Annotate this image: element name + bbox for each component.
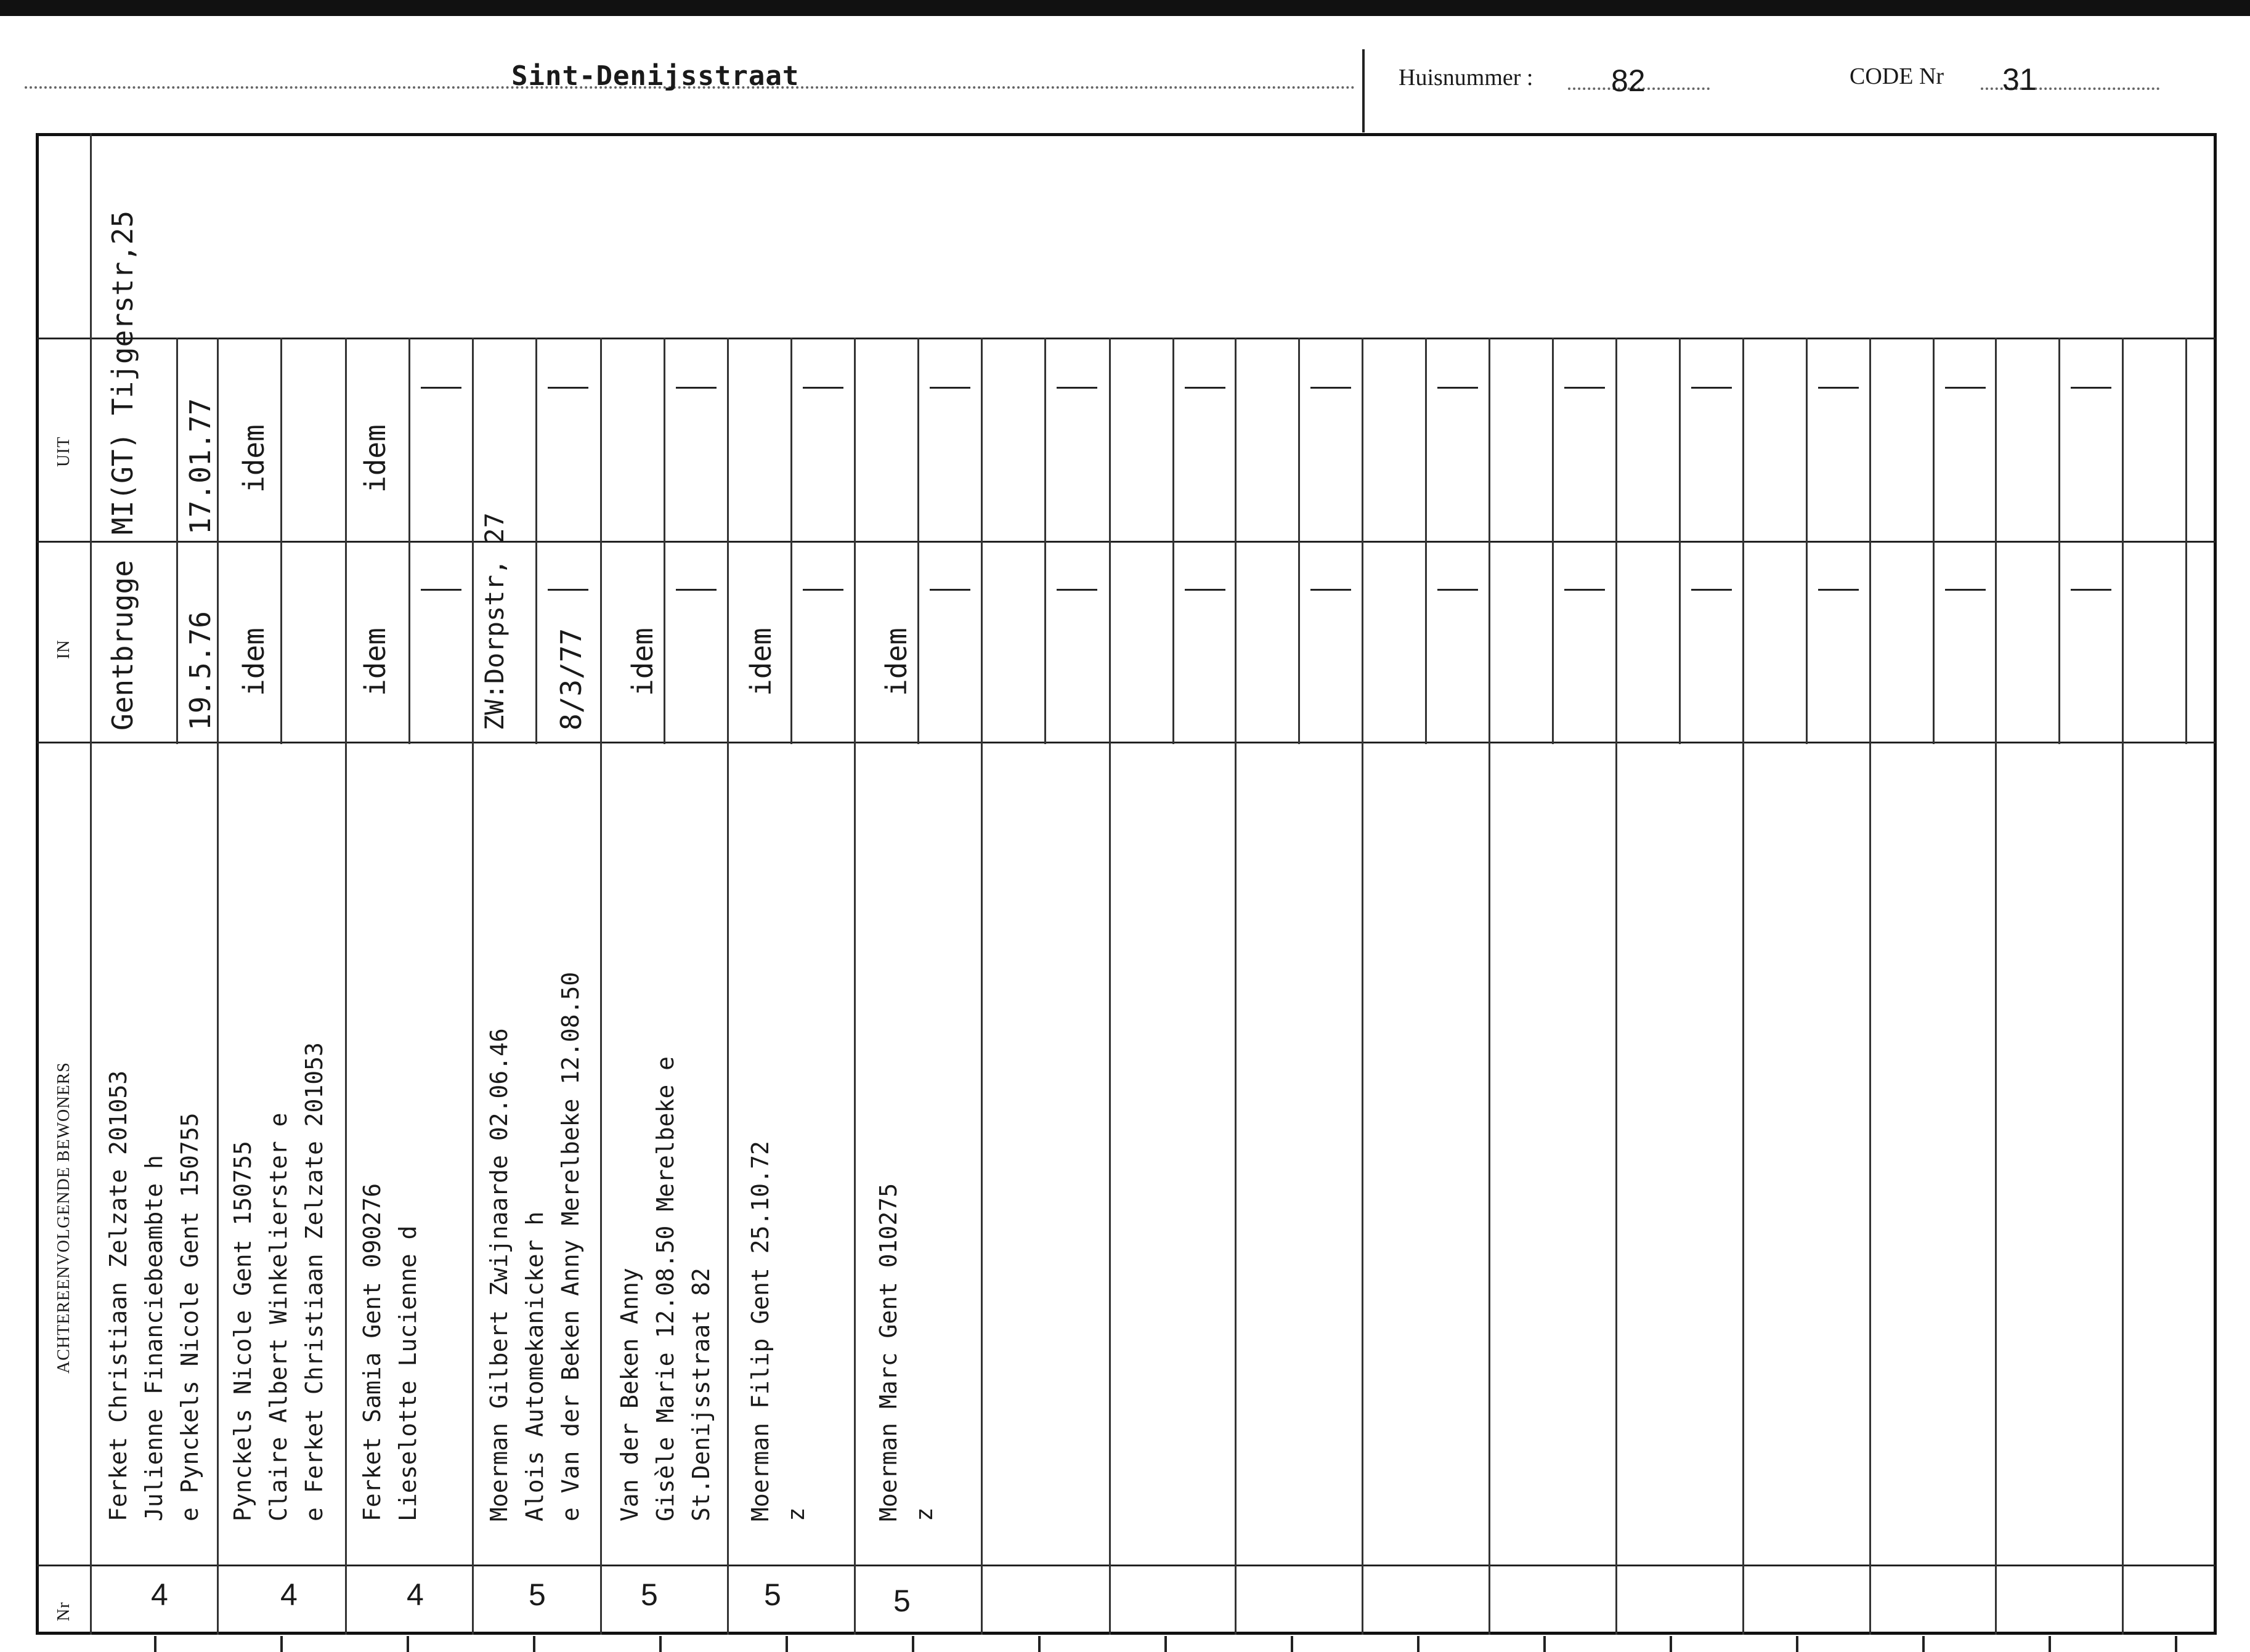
- column-rule: [1235, 338, 1237, 1635]
- column-rule: [2122, 338, 2124, 1635]
- entry-6-resident-line-2: z: [782, 1507, 810, 1521]
- scan-top-border: [0, 0, 2250, 16]
- sub-column-rule: [1679, 338, 1681, 541]
- entry-2-uit-date: idem: [237, 424, 270, 493]
- rule-uit-top: [37, 338, 2215, 339]
- entry-7-nr: 5: [893, 1584, 911, 1618]
- bottom-tick: [1038, 1636, 1041, 1652]
- column-rule: [600, 338, 602, 1635]
- column-rule: [345, 338, 347, 1635]
- sub-column-rule: [1425, 541, 1427, 744]
- entry-6-resident-line-1: Moerman Filip Gent 25.10.72: [747, 1141, 774, 1521]
- entry-2-in-date: idem: [237, 628, 270, 696]
- entry-3-nr: 4: [407, 1577, 424, 1612]
- empty-cell-dash: [930, 589, 970, 591]
- sub-column-rule: [1933, 338, 1935, 541]
- empty-cell-dash: [1691, 387, 1732, 389]
- bottom-tick: [1417, 1636, 1419, 1652]
- column-rule: [472, 338, 474, 1635]
- code-value: 31: [2002, 62, 2037, 97]
- column-rule: [217, 338, 219, 1635]
- huisnummer-label: Huisnummer :: [1399, 65, 1533, 91]
- empty-cell-dash: [1818, 589, 1859, 591]
- empty-cell-dash: [1437, 387, 1478, 389]
- rule-bewoners-top: [37, 742, 2215, 743]
- entry-2-nr: 4: [280, 1577, 298, 1612]
- sub-column-rule: [1044, 338, 1046, 541]
- sub-column-rule: [280, 338, 282, 541]
- sub-column-rule: [664, 541, 665, 744]
- empty-cell-dash: [2071, 387, 2111, 389]
- huisnummer-value: 82: [1611, 63, 1646, 98]
- column-rule: [1488, 338, 1490, 1635]
- entry-3-in-date: idem: [359, 628, 392, 696]
- column-rule: [1109, 338, 1111, 1635]
- header-separator: [1362, 49, 1365, 132]
- entry-4-in-place: ZW:Dorpstr, 27: [479, 512, 510, 731]
- entry-5-in-date: idem: [626, 628, 659, 696]
- empty-cell-dash: [1945, 387, 1986, 389]
- nr-section-label: Nr: [54, 1601, 73, 1621]
- sub-column-rule: [1552, 541, 1554, 744]
- entry-3-resident-line-1: Ferket Samia Gent 090276: [359, 1183, 386, 1521]
- bottom-tick: [2049, 1636, 2051, 1652]
- empty-cell-dash: [1185, 387, 1225, 389]
- sub-column-rule: [1806, 338, 1808, 541]
- entry-5-resident-line-1: Van der Beken Anny: [616, 1268, 643, 1521]
- bottom-tick: [2175, 1636, 2177, 1652]
- sub-column-rule: [790, 541, 792, 744]
- empty-cell-dash: [548, 589, 588, 591]
- bottom-tick: [280, 1636, 283, 1652]
- entry-7-resident-line-1: Moerman Marc Gent 010275: [875, 1183, 902, 1521]
- entry-5-resident-line-3: St.Denijsstraat 82: [688, 1268, 715, 1521]
- sub-column-rule: [790, 338, 792, 541]
- code-label: CODE Nr: [1850, 63, 1944, 89]
- bottom-tick: [154, 1636, 156, 1652]
- rule-nr-top: [37, 1565, 2215, 1566]
- entry-1-in-date: 19.5.76: [184, 611, 217, 731]
- entry-1-resident-line-1: Ferket Christiaan Zelzate 201053: [105, 1070, 132, 1521]
- empty-cell-dash: [421, 589, 461, 591]
- entry-1-resident-line-2: Julienne Financiebeambte h: [140, 1155, 168, 1521]
- entry-4-resident-line-3: e Van der Beken Anny Merelbeke 12.08.50: [557, 971, 584, 1521]
- rule-in-top: [37, 541, 2215, 543]
- first-entry-rule: [176, 338, 178, 744]
- empty-cell-dash: [421, 387, 461, 389]
- sub-column-rule: [1679, 541, 1681, 744]
- bottom-tick: [533, 1636, 535, 1652]
- sub-column-rule: [1298, 338, 1300, 541]
- sub-column-rule: [917, 541, 919, 744]
- entry-4-resident-line-2: Alois Automekanicker h: [521, 1211, 548, 1521]
- bottom-tick: [1291, 1636, 1293, 1652]
- empty-cell-dash: [1310, 387, 1351, 389]
- sub-column-rule: [280, 541, 282, 744]
- empty-cell-dash: [1057, 387, 1097, 389]
- sub-column-rule: [1933, 541, 1935, 744]
- sub-column-rule: [1806, 541, 1808, 744]
- column-rule: [1869, 338, 1871, 1635]
- sub-column-rule: [1172, 541, 1174, 744]
- entry-3-uit-date: idem: [359, 424, 392, 493]
- empty-cell-dash: [930, 387, 970, 389]
- entry-1-uit-place: MI(GT) Tijgerstr,25: [106, 210, 139, 535]
- sub-column-rule: [1044, 541, 1046, 744]
- empty-cell-dash: [1437, 589, 1478, 591]
- sub-column-rule: [1298, 541, 1300, 744]
- entry-1-uit-date: 17.01.77: [184, 398, 217, 535]
- entry-2-resident-line-2: Claire Albert Winkelierster e: [265, 1112, 292, 1521]
- column-rule: [981, 338, 983, 1635]
- empty-cell-dash: [2071, 589, 2111, 591]
- sub-column-rule: [917, 338, 919, 541]
- bottom-tick: [1796, 1636, 1798, 1652]
- sub-column-rule: [2058, 338, 2060, 541]
- bottom-tick: [1922, 1636, 1925, 1652]
- entry-1-nr: 4: [151, 1577, 168, 1612]
- column-rule: [727, 338, 729, 1635]
- bottom-tick: [786, 1636, 788, 1652]
- bottom-tick: [1543, 1636, 1546, 1652]
- empty-cell-dash: [1564, 589, 1605, 591]
- empty-cell-dash: [676, 589, 717, 591]
- empty-cell-dash: [676, 387, 717, 389]
- column-rule: [1362, 338, 1363, 1635]
- entry-3-resident-line-2: Lieselotte Lucienne d: [394, 1225, 421, 1521]
- bewoners-section-label: ACHTEREENVOLGENDE BEWONERS: [54, 1062, 73, 1374]
- bottom-tick: [912, 1636, 914, 1652]
- empty-cell-dash: [1057, 589, 1097, 591]
- empty-cell-dash: [1564, 387, 1605, 389]
- column-rule: [1742, 338, 1744, 1635]
- entry-5-resident-line-2: Gisèle Marie 12.08.50 Merelbeke e: [652, 1056, 679, 1521]
- entry-1-in-place: Gentbrugge: [106, 560, 139, 731]
- empty-cell-dash: [1691, 589, 1732, 591]
- entry-4-nr: 5: [529, 1577, 546, 1612]
- empty-cell-dash: [803, 387, 843, 389]
- column-rule: [1995, 338, 1997, 1635]
- column-rule: [854, 338, 856, 1635]
- bottom-tick: [407, 1636, 409, 1652]
- sub-column-rule: [535, 541, 537, 744]
- uit-section-label: UIT: [54, 436, 73, 467]
- bottom-tick: [1670, 1636, 1672, 1652]
- empty-cell-dash: [1945, 589, 1986, 591]
- bottom-tick: [659, 1636, 662, 1652]
- bottom-tick: [1164, 1636, 1167, 1652]
- street-name: Sint-Denijsstraat: [511, 60, 800, 92]
- sub-column-rule: [664, 338, 665, 541]
- sub-column-rule: [535, 338, 537, 541]
- sub-column-rule: [408, 541, 410, 744]
- sub-column-rule: [2185, 541, 2187, 744]
- empty-cell-dash: [1818, 387, 1859, 389]
- empty-cell-dash: [1185, 589, 1225, 591]
- column-label-rule: [90, 133, 92, 1635]
- entry-5-nr: 5: [641, 1577, 658, 1612]
- entry-2-resident-line-1: Pynckels Nicole Gent 150755: [229, 1141, 256, 1521]
- entry-2-resident-line-3: e Ferket Christiaan Zelzate 201053: [301, 1042, 328, 1521]
- empty-cell-dash: [1310, 589, 1351, 591]
- column-rule: [1615, 338, 1617, 1635]
- entry-6-nr: 5: [764, 1577, 781, 1612]
- entry-7-in-date: idem: [880, 628, 913, 696]
- empty-cell-dash: [803, 589, 843, 591]
- entry-4-in-date: 8/3/77: [554, 628, 588, 731]
- sub-column-rule: [1425, 338, 1427, 541]
- sub-column-rule: [2058, 541, 2060, 744]
- sub-column-rule: [1552, 338, 1554, 541]
- entry-1-resident-line-3: e Pynckels Nicole Gent 150755: [176, 1112, 203, 1521]
- sub-column-rule: [2185, 338, 2187, 541]
- entry-4-resident-line-1: Moerman Gilbert Zwijnaarde 02.06.46: [485, 1028, 513, 1521]
- empty-cell-dash: [548, 387, 588, 389]
- sub-column-rule: [1172, 338, 1174, 541]
- in-section-label: IN: [54, 639, 73, 659]
- sub-column-rule: [408, 338, 410, 541]
- entry-7-resident-line-2: z: [911, 1507, 938, 1521]
- entry-6-in-date: idem: [744, 628, 778, 696]
